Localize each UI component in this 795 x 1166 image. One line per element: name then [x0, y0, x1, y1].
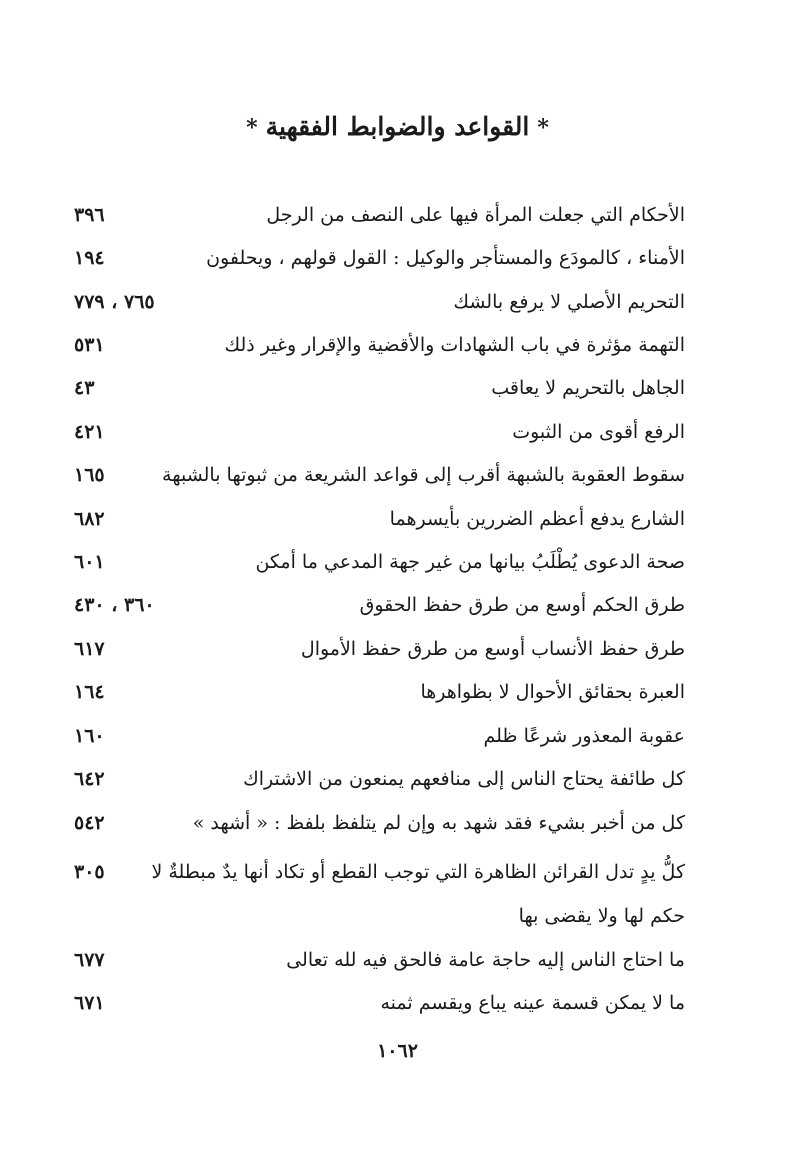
- entry-text: الرفع أقوى من الثبوت: [512, 421, 685, 443]
- star-ornament-left: *: [246, 115, 258, 141]
- index-entry: [0, 988, 795, 1032]
- entry-text: الجاهل بالتحريم لا يعاقب: [491, 377, 685, 399]
- entry-page-ref: ٤٢١: [74, 421, 105, 443]
- index-entry: [0, 200, 795, 244]
- index-entry: [0, 287, 795, 331]
- index-entry: [0, 634, 795, 678]
- entry-text: عقوبة المعذور شرعًا ظلم: [483, 725, 685, 747]
- index-entry: [0, 243, 795, 287]
- section-heading: [0, 112, 795, 141]
- index-entry: [0, 373, 795, 417]
- index-entry: [0, 504, 795, 548]
- index-entry: [0, 857, 795, 943]
- index-entry: [0, 460, 795, 504]
- index-entry: [0, 547, 795, 591]
- entry-page-ref: ١٦٥: [74, 464, 105, 486]
- entry-text: ما احتاج الناس إليه حاجة عامة فالحق فيه لله تعالى: [286, 949, 685, 971]
- entry-text: كل من أخبر بشيء فقد شهد به وإن لم يتلفظ بلفظ : « أشهد »: [192, 812, 685, 834]
- entry-page-ref: ٣٠٥: [74, 861, 105, 883]
- entry-page-ref: ٦٤٢: [74, 768, 105, 790]
- index-entry: [0, 677, 795, 721]
- entry-page-ref: ٦٧٧: [74, 949, 105, 971]
- entry-page-ref: ١٦٤: [74, 681, 105, 703]
- entry-page-ref: ١٦٠: [74, 725, 105, 747]
- entry-page-ref: ٤٣: [74, 377, 95, 399]
- index-entry: [0, 945, 795, 989]
- entry-page-ref: ٦٠١: [74, 551, 105, 573]
- section-title: القواعد والضوابط الفقهية: [265, 112, 530, 141]
- entry-text: الأمناء ، كالمودَع والمستأجر والوكيل : القول قولهم ، ويحلفون: [206, 247, 685, 269]
- entry-text: طرق حفظ الأنساب أوسع من طرق حفظ الأموال: [300, 638, 685, 660]
- entry-page-ref: ٣٩٦: [74, 204, 105, 226]
- entry-text: العبرة بحقائق الأحوال لا بظواهرها: [420, 681, 685, 703]
- entry-text: التهمة مؤثرة في باب الشهادات والأقضية والإقرار وغير ذلك: [224, 334, 685, 356]
- index-entry: [0, 330, 795, 374]
- index-entry: [0, 721, 795, 765]
- page-number: ١٠٦٢: [377, 1040, 418, 1062]
- entry-page-ref: ٦٧١: [74, 992, 105, 1014]
- entry-page-ref: ٧٦٥ ، ٧٧٩: [74, 291, 155, 313]
- star-ornament-right: *: [537, 115, 549, 141]
- entry-text: سقوط العقوبة بالشبهة أقرب إلى قواعد الشريعة من ثبوتها بالشبهة: [162, 464, 685, 486]
- index-entry: [0, 590, 795, 634]
- entry-page-ref: ٥٤٢: [74, 812, 105, 834]
- entry-page-ref: ٦١٧: [74, 638, 105, 660]
- entry-text: طرق الحكم أوسع من طرق حفظ الحقوق: [359, 594, 685, 616]
- entry-page-ref: ٣٦٠ ، ٤٣٠: [74, 594, 155, 616]
- entry-text: ما لا يمكن قسمة عينه يباع ويقسم ثمنه: [380, 992, 685, 1014]
- index-entry: [0, 764, 795, 808]
- entry-text: صحة الدعوى يُطْلَبُ بيانها من غير جهة المدعي ما أمكن: [255, 551, 685, 573]
- entry-text: كلُّ يدٍ تدل القرائن الظاهرة التي توجب القطع أو تكاد أنها يدٌ مبطلةٌ لا حكم لها ولا يقضى بها: [151, 861, 685, 927]
- index-entry: [0, 417, 795, 461]
- index-entry: [0, 808, 795, 852]
- entry-page-ref: ٥٣١: [74, 334, 105, 356]
- entry-text: الشارع يدفع أعظم الضررين بأيسرهما: [389, 508, 685, 530]
- entry-text: التحريم الأصلي لا يرفع بالشك: [453, 291, 685, 313]
- entry-text: الأحكام التي جعلت المرأة فيها على النصف من الرجل: [266, 204, 685, 226]
- entry-text: كل طائفة يحتاج الناس إلى منافعهم يمنعون من الاشتراك: [243, 768, 685, 790]
- entry-page-ref: ٦٨٢: [74, 508, 105, 530]
- entry-page-ref: ١٩٤: [74, 247, 105, 269]
